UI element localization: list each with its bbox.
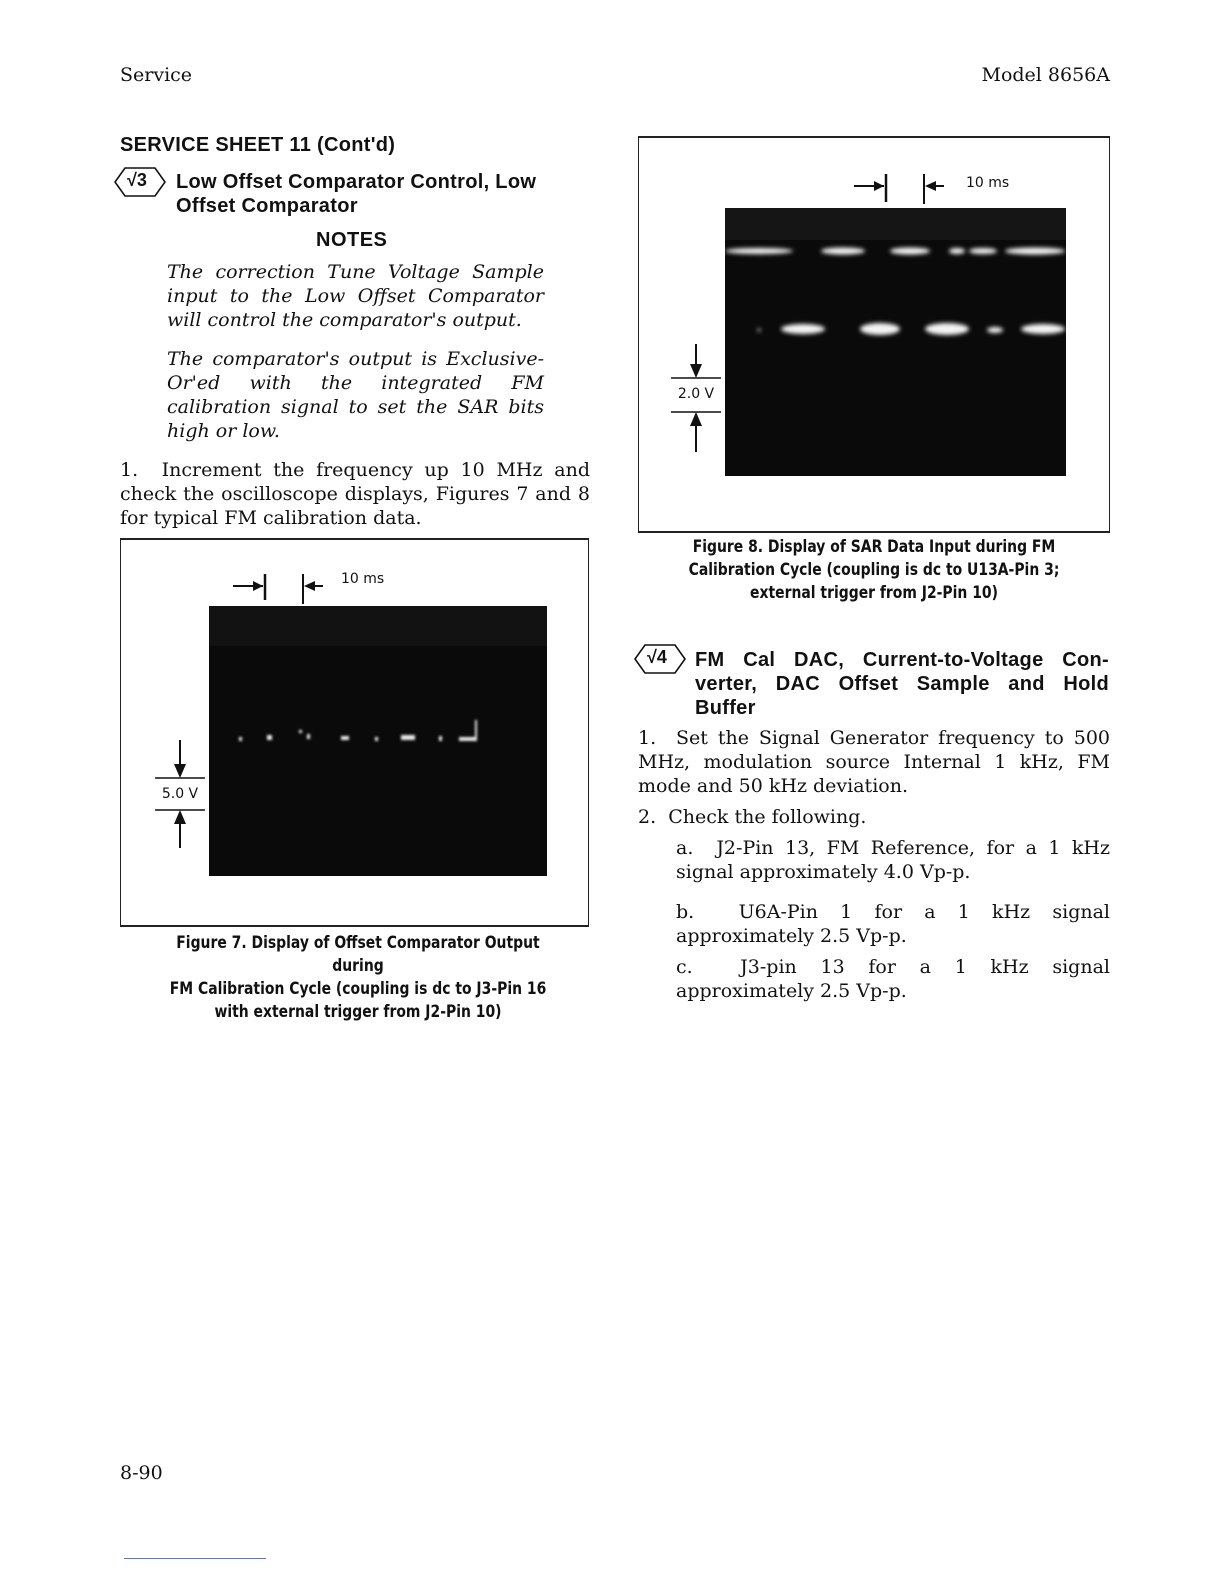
section-4-title-line-2: verter, DAC Offset Sample and Hold — [695, 673, 1109, 695]
figure-7-time-label: 10 ms — [341, 571, 385, 587]
section-4-title-line-1: FM Cal DAC, Current-to-Voltage Con- — [695, 649, 1109, 671]
figure-7-trace — [209, 606, 547, 876]
step-text: Increment the frequency up 10 MHz and check the oscilloscope displays, Figures 7 and 8 for typical FM calibration data. — [120, 459, 590, 529]
section-4-title-line-3: Buffer — [695, 697, 756, 719]
step-text: Set the Signal Generator frequency to 500 MHz, modulation source Internal 1 kHz, FM mode and 50 kHz deviation. — [638, 727, 1110, 797]
header-section: Service — [120, 64, 193, 86]
step-4-badge — [634, 644, 686, 674]
figure-7-caption-line-3: with external trigger from J2-Pin 10) — [214, 1002, 502, 1022]
figure-7-volt-label: 5.0 V — [161, 786, 199, 802]
note-paragraph-1: The correction Tune Voltage Sample input to the Low Offset Comparator will control the comparator's output. — [167, 261, 544, 331]
check-item-b — [676, 900, 1110, 948]
step-4-badge-label: √4 — [647, 647, 667, 667]
step-4-1-paragraph — [638, 726, 1110, 798]
figure-7-caption-line-2: FM Calibration Cycle (coupling is dc to J3-Pin 16 — [169, 979, 547, 999]
service-sheet-title: SERVICE SHEET 11 (Cont'd) — [120, 134, 396, 156]
figure-7-caption — [153, 932, 563, 1024]
figure-8-caption-line-2: Calibration Cycle (coupling is dc to U13A-Pin 3; — [688, 560, 1060, 580]
step-3-badge-label: √3 — [127, 170, 147, 190]
figure-8-time-label: 10 ms — [966, 175, 1010, 191]
step-3-badge — [114, 167, 166, 197]
figure-8-frame — [638, 136, 1110, 533]
section-4-title — [695, 648, 1109, 720]
header-model: Model 8656A — [981, 64, 1110, 86]
note-paragraph-2: The comparator's output is Exclusive-Or'ed with the integrated FM calibration signal to set the SAR bits high or low. — [167, 348, 544, 442]
section-3-title-line-1: Low Offset Comparator Control, Low — [176, 171, 537, 193]
step-number: 2. — [638, 806, 657, 828]
figure-8-volt-label: 2.0 V — [677, 386, 715, 402]
notes-heading: NOTES — [316, 229, 388, 251]
check-letter: c. — [676, 956, 693, 978]
check-letter: b. — [676, 901, 695, 923]
time-division-marker-icon — [854, 170, 944, 206]
check-item-a — [676, 836, 1110, 884]
oscilloscope-display-8 — [725, 208, 1066, 476]
check-letter: a. — [676, 837, 694, 859]
step-number: 1. — [638, 727, 657, 749]
footer-rule — [124, 1558, 266, 1559]
figure-7-frame — [120, 538, 589, 927]
section-3-title-line-2: Offset Comparator — [176, 195, 358, 217]
figure-8-caption — [669, 536, 1079, 605]
check-text: U6A-Pin 1 for a 1 kHz signal approximately 2.5 Vp-p. — [676, 901, 1110, 947]
step-number: 1. — [120, 459, 139, 481]
figure-7-caption-line-1: Figure 7. Display of Offset Comparator Output during — [176, 933, 540, 976]
figure-8-trace — [725, 208, 1066, 476]
figure-8-caption-line-1: Figure 8. Display of SAR Data Input during FM — [692, 537, 1056, 557]
time-division-marker-icon — [233, 570, 323, 606]
step-4-2-paragraph — [638, 805, 1110, 829]
step-text: Check the following. — [668, 806, 867, 828]
oscilloscope-display-7 — [209, 606, 547, 876]
check-text: J2-Pin 13, FM Reference, for a 1 kHz signal approximately 4.0 Vp-p. — [676, 837, 1110, 883]
check-item-c — [676, 955, 1110, 1003]
step-3-1-paragraph — [120, 458, 590, 530]
check-text: J3-pin 13 for a 1 kHz signal approximately 2.5 Vp-p. — [676, 956, 1110, 1002]
figure-8-caption-line-3: external trigger from J2-Pin 10) — [750, 583, 998, 603]
page-number: 8-90 — [120, 1462, 163, 1484]
section-3-title — [176, 170, 596, 218]
